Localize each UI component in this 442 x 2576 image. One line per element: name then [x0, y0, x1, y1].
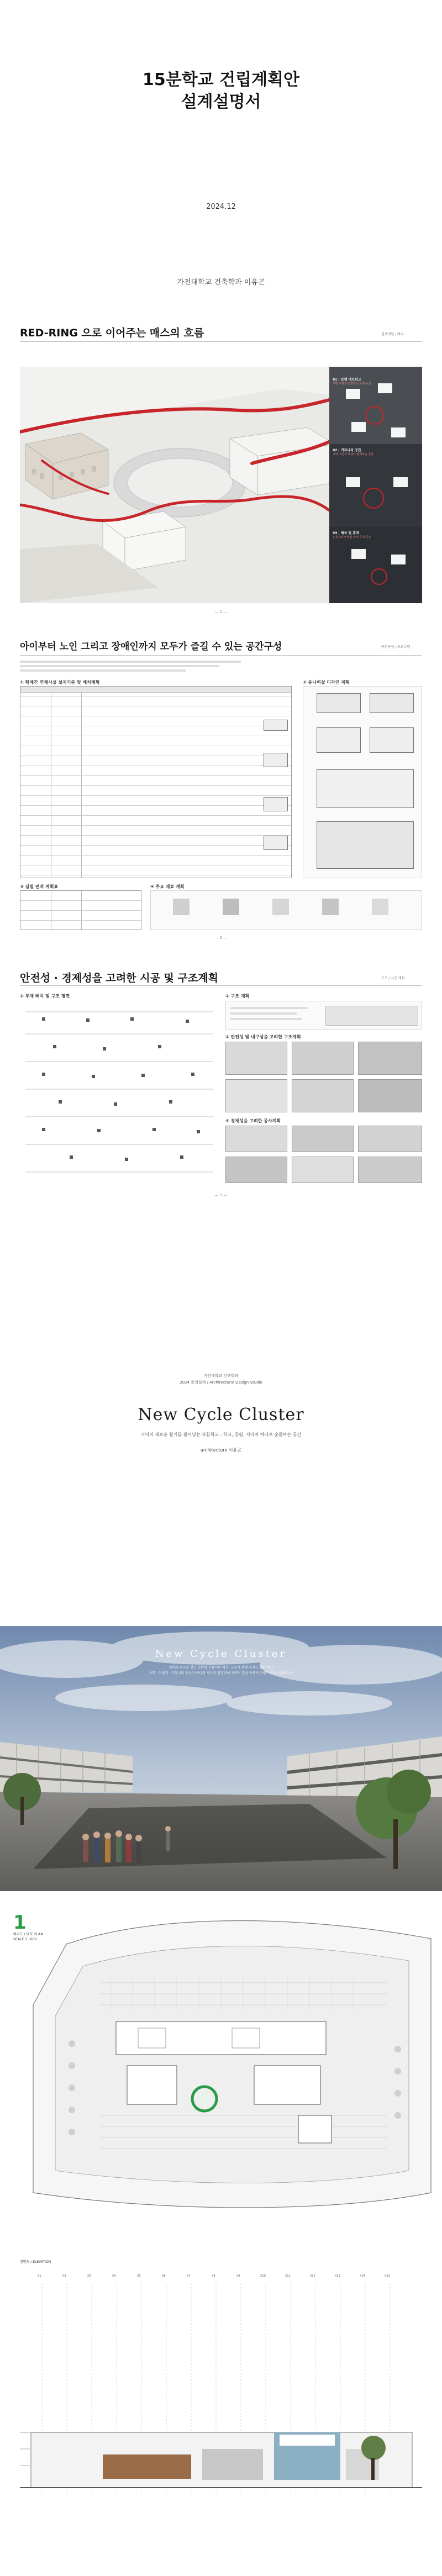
structure-plan-drawing: [20, 1001, 219, 1183]
section3-tag: 구조 / 시공 계획: [381, 976, 405, 980]
callout-2-title: 02 | 커뮤니티 공간: [333, 448, 361, 452]
site-plan-label-line1: 배치도 / SITE PLAN: [13, 1933, 43, 1936]
structure-plan-panel: [225, 1001, 422, 1030]
facility-standards-table: [20, 686, 292, 878]
cover-date: 2024.12: [206, 203, 236, 211]
safety-structure-images: [225, 1042, 422, 1113]
universal-design-panel: [303, 686, 422, 878]
section1-tag: 설계개념 / 배치: [381, 332, 404, 336]
section2-divider: [20, 655, 422, 656]
cover-title-line1: 15분학교 건립계획안: [142, 70, 300, 89]
site-plan: [0, 1905, 442, 2215]
section2-table-title: ① 학제간 연계시설 설치기준 및 배치계획: [20, 680, 100, 685]
grid-label-x3: X3: [87, 2274, 91, 2278]
section2-area-title: ③ 실별 면적 계획표: [20, 884, 59, 889]
grid-label-x1: X1: [38, 2274, 41, 2278]
grid-label-x13: X13: [335, 2274, 340, 2278]
structure-plans: [20, 1001, 219, 1183]
site-plan-number: 1: [13, 1912, 27, 1934]
section1-title: RED-RING 으로 이어주는 매스의 흐름: [20, 327, 204, 339]
cover-title-line2: 설계설명서: [181, 92, 261, 112]
section3-divider: [20, 985, 422, 986]
elevation-title: 입면도 / ELEVATION: [20, 2260, 51, 2264]
callout-2: [333, 447, 421, 456]
render-desc-2: 보행 · 자전거 · 커뮤니티 동선이 하나의 링으로 연결되어 지역의 일상 속에서 자연스럽게 순환합니다: [149, 1671, 293, 1675]
section3-right-sub1: ③ 안전성 및 내구성을 고려한 구조계획: [225, 1034, 301, 1039]
callout-1-title: 01 | 보행 네트워크: [333, 378, 361, 382]
cover-title: [0, 69, 442, 113]
cycle-cover-subtitle: 지역의 새로운 활기를 불어넣는 복합학교 : 학교, 공원, 지역이 하나로 순환하는 공간: [140, 1432, 302, 1437]
material-panel: [150, 890, 422, 930]
cycle-cover-author: architecture 이유곤: [200, 1448, 242, 1453]
area-table: [20, 890, 141, 930]
grid-label-x6: X6: [162, 2274, 166, 2278]
grid-label-x9: X9: [236, 2274, 240, 2278]
callout-1: [333, 377, 421, 386]
callout-2-desc: 지역 주민과 학생이 함께하는 공간: [333, 453, 373, 456]
grid-label-x4: X4: [112, 2274, 116, 2278]
site-plan-label-line2: SCALE 1 : 600: [13, 1938, 37, 1941]
section2-material-title: ④ 주요 재료 계획: [150, 884, 185, 889]
callout-1-desc: 주변 지역과 연결되는 보행 동선: [333, 382, 371, 386]
section1-divider: [20, 341, 422, 342]
cover-author: 가천대학교 건축학과 이유곤: [177, 278, 265, 287]
section2-notes: [20, 661, 263, 672]
grid-label-x14: X14: [360, 2274, 365, 2278]
grid-label-x2: X2: [62, 2274, 66, 2278]
elevation-svg: [20, 2267, 422, 2504]
site-plan-drawing: [0, 1905, 442, 2215]
grid-label-x5: X5: [137, 2274, 141, 2278]
section3-left-title: ① 부재 배치 및 구조 평면: [20, 994, 70, 999]
section2-title: 아이부터 노인 그리고 장애인까지 모두가 즐길 수 있는 공간구성: [20, 641, 282, 652]
render-title: New Cycle Cluster: [155, 1648, 287, 1660]
grid-label-x8: X8: [212, 2274, 215, 2278]
grid-label-x12: X12: [310, 2274, 315, 2278]
section2-right-title: ② 유니버설 디자인 계획: [303, 680, 350, 685]
section3-right-title: ② 구조 계획: [225, 994, 250, 999]
render-desc-1: 지역과 학교를 잇는 순환형 커뮤니티 허브, 모두가 함께 누리는 열린 학교: [169, 1666, 273, 1670]
cycle-cover-title: New Cycle Cluster: [138, 1405, 304, 1424]
callout-3-title: 03 | 체육 및 휴게: [333, 531, 359, 535]
section3-right-sub2: ④ 경제성을 고려한 공사계획: [225, 1118, 281, 1123]
page-number-1: — 1 —: [214, 610, 228, 614]
grid-label-x7: X7: [187, 2274, 191, 2278]
mass-flow-diagram: [20, 367, 422, 603]
mass-flow-drawing: [20, 367, 422, 603]
elevation-drawing: [20, 2267, 422, 2504]
facility-table-header: [20, 687, 291, 693]
cycle-small-line1: 가천대학교 건축학과: [203, 1374, 239, 1378]
grid-label-x11: X11: [285, 2274, 291, 2278]
section2-tag: 공간구성 / 프로그램: [381, 645, 411, 649]
page-number-3: — 3 —: [214, 1193, 228, 1197]
callout-3: [333, 530, 421, 539]
cycle-small-line2: 2024 졸업설계 / Architectural Design Studio: [180, 1380, 262, 1385]
callout-3-desc: 운동장과 연계된 외부 휴게 공간: [333, 536, 371, 539]
grid-label-x10: X10: [260, 2274, 266, 2278]
section3-title: 안전성 · 경제성을 고려한 시공 및 구조계획: [20, 972, 218, 984]
economy-construction-images: [225, 1126, 422, 1183]
grid-label-x15: X15: [385, 2274, 390, 2278]
page-number-2: — 2 —: [214, 936, 228, 940]
